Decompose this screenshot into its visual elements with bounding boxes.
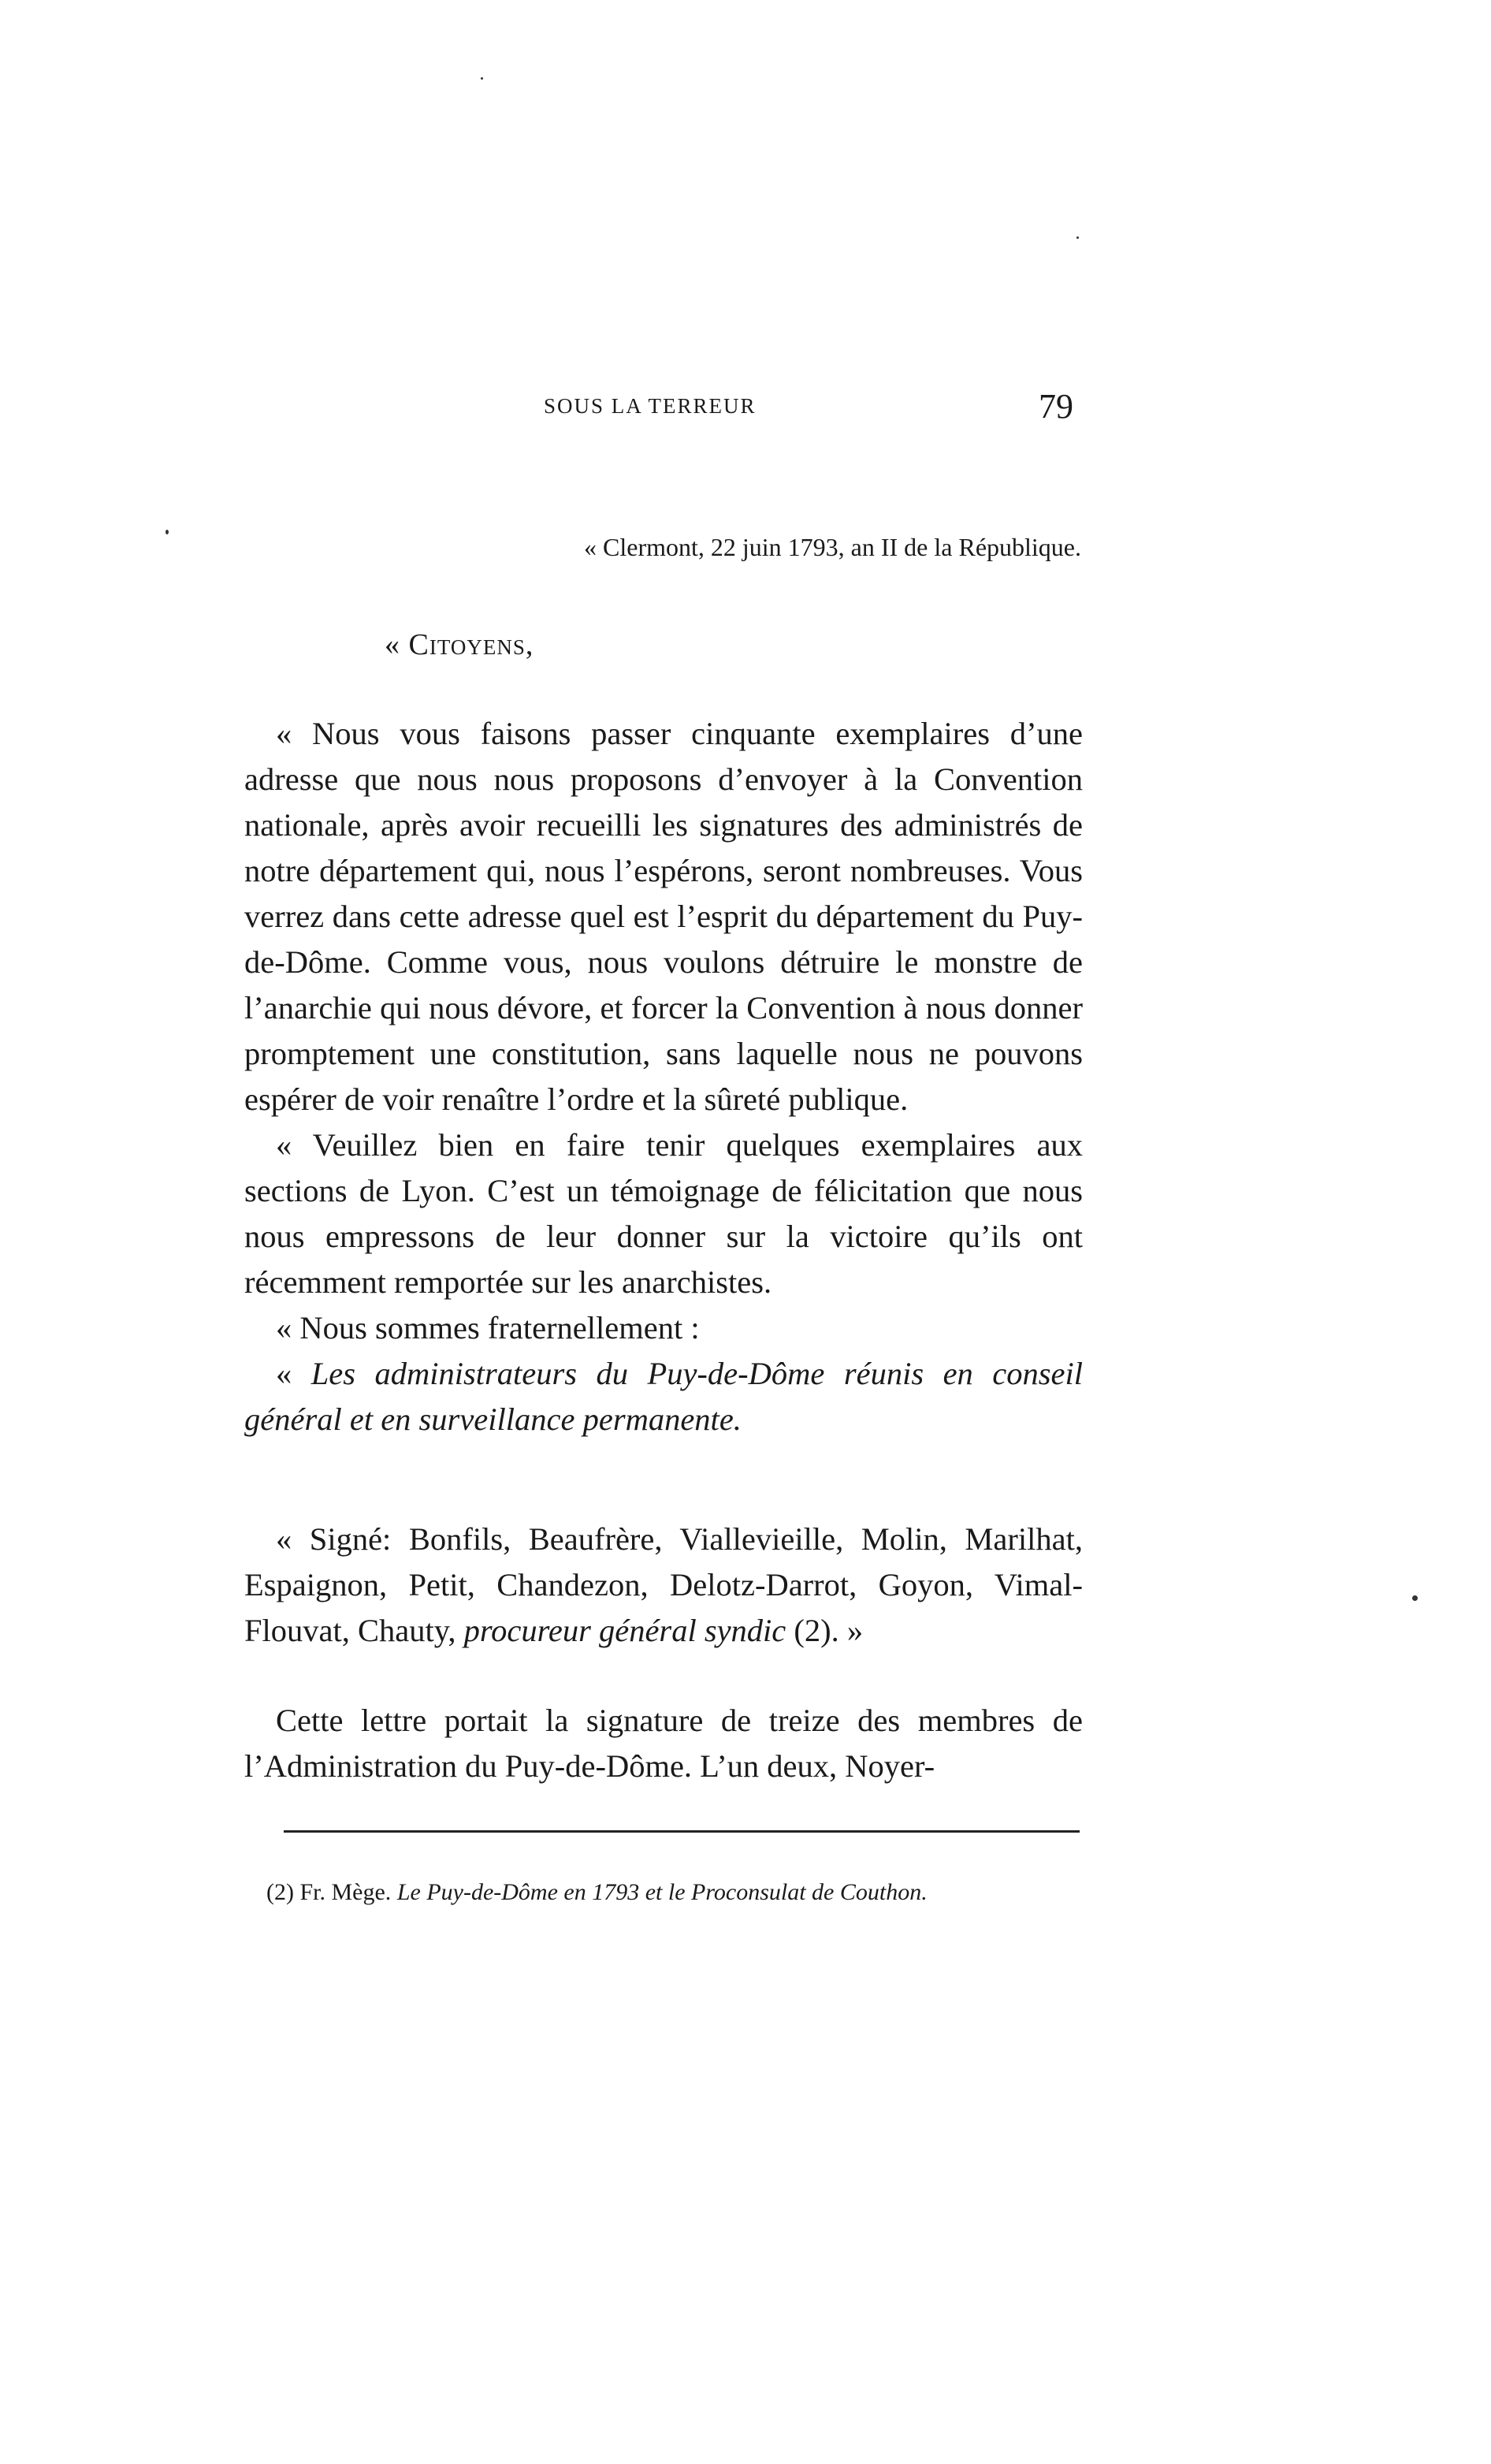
letter-signatures bbox=[244, 1517, 1083, 1654]
signed-paragraph bbox=[244, 1517, 1083, 1654]
narrative-paragraph: Cette lettre portait la signature de treize des membres de l’Administration du Puy-de-Dôme. L’un deux, Noyer- bbox=[244, 1703, 1083, 1784]
paper-speck bbox=[1076, 236, 1079, 239]
letter-paragraph-1: « Nous vous faisons passer cinquante exemplaires d’une adresse que nous nous proposons d’envoyer à la Convention nationale, après avoir recueilli les signatures des administrés de notre département qui, nous l’espérons, seront nombreuses. Vous verrez dans cette adresse quel est l’esprit du département du Puy-de-Dôme. Comme vous, nous voulons détruire le monstre de l’anarchie qui nous dévore, et forcer la Convention à nous donner promptement une constitution, sans laquelle nous ne pouvons espérer de voir renaître l’ordre et la sûreté publique. bbox=[244, 716, 1083, 1117]
salutation-word: Citoyens bbox=[408, 628, 526, 661]
footnote-marker: (2) Fr. Mège. bbox=[266, 1879, 397, 1905]
closing-quote: « bbox=[276, 1356, 311, 1391]
letter-salutation bbox=[385, 627, 534, 662]
narrative-text bbox=[244, 1698, 1083, 1789]
signed-footnote-ref: (2). » bbox=[786, 1613, 864, 1648]
paper-speck bbox=[481, 77, 483, 80]
signed-title: procureur général syndic bbox=[463, 1613, 786, 1648]
signed-names: « Signé: Bonfils, Beaufrère, Viallevieille, Molin, Marilhat, Espaignon, Petit, Chandezon, Delotz-Darrot, Goyon, Vimal-Flouvat, Chauty, bbox=[244, 1521, 1083, 1648]
footnote bbox=[266, 1879, 928, 1906]
closing-italic: Les administrateurs du Puy-de-Dôme réunis en conseil général et en surveillance permanente. bbox=[244, 1356, 1083, 1437]
letter-dateline: « Clermont, 22 juin 1793, an II de la République. bbox=[584, 533, 1081, 561]
letter-paragraph-3: « Nous sommes fraternellement : bbox=[276, 1310, 700, 1346]
page-number: 79 bbox=[1039, 387, 1073, 426]
salutation-quote: « bbox=[385, 628, 409, 661]
salutation-comma: , bbox=[525, 628, 534, 661]
paper-speck bbox=[1412, 1595, 1418, 1601]
paper-speck bbox=[165, 530, 169, 534]
footnote-rule bbox=[284, 1830, 1080, 1833]
letter-body bbox=[244, 711, 1083, 1442]
running-title: SOUS LA TERREUR bbox=[544, 394, 757, 418]
letter-closing bbox=[244, 1351, 1083, 1442]
letter-paragraph-2: « Veuillez bien en faire tenir quelques exemplaires aux sections de Lyon. C’est un témoignage de félicitation que nous nous empressons de leur donner sur la victoire qu’ils ont récemment remportée sur les anarchistes. bbox=[244, 1127, 1083, 1300]
footnote-title: Le Puy-de-Dôme en 1793 et le Proconsulat de Couthon. bbox=[396, 1879, 928, 1905]
